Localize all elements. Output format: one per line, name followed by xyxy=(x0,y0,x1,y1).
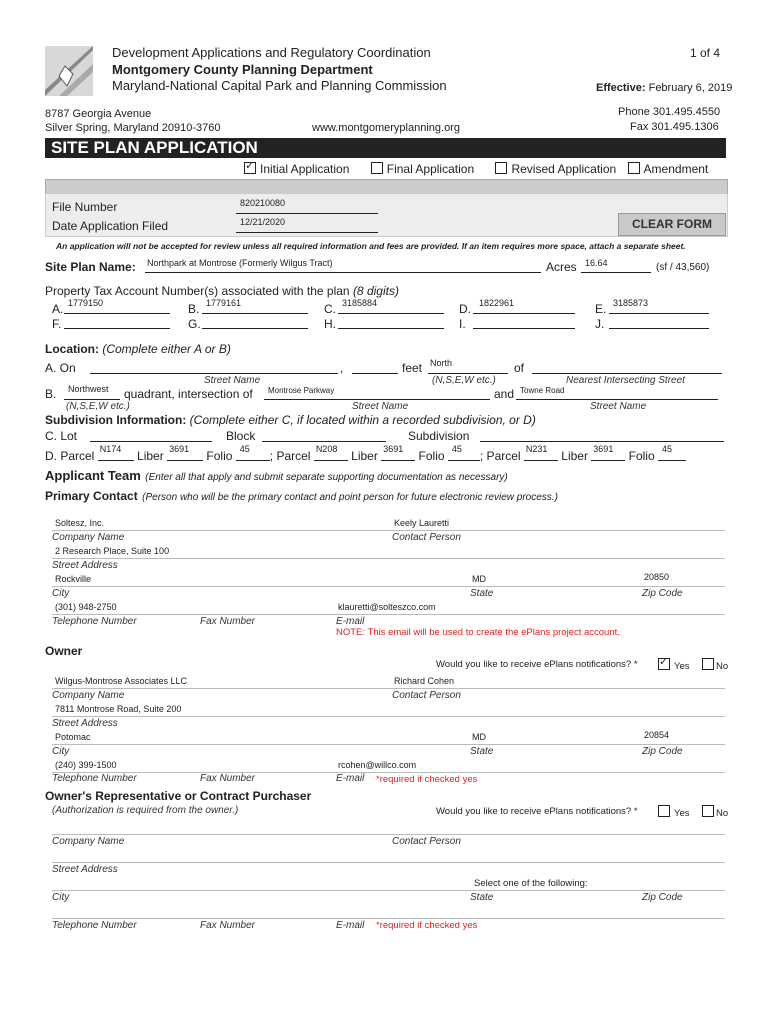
tax-d-field[interactable]: 1822961 xyxy=(473,298,575,314)
website: www.montgomeryplanning.org xyxy=(312,122,460,134)
org-commission: Maryland-National Capital Park and Planning Commission xyxy=(112,78,447,93)
primary-email-value[interactable]: klauretti@solteszco.com xyxy=(338,602,436,612)
block-label: Block xyxy=(226,429,256,443)
file-number-field[interactable]: 820210080 xyxy=(236,197,378,214)
street-address-label: Street Address xyxy=(52,718,118,729)
tax-d-label: D. xyxy=(459,302,471,316)
form-title: SITE PLAN APPLICATION xyxy=(51,138,258,157)
phone: Phone 301.495.4550 xyxy=(618,106,721,118)
application-type-row xyxy=(244,162,708,176)
primary-contact-value[interactable]: Keely Lauretti xyxy=(394,518,450,528)
location-heading: Location: (Complete either A or B) xyxy=(45,342,231,356)
org-department: Montgomery County Planning Department xyxy=(112,62,373,77)
acres-sf-note: (sf / 43,560) xyxy=(656,262,710,273)
zip-code-label: Zip Code xyxy=(642,588,683,599)
street-name-label-2: Street Name xyxy=(352,401,409,412)
city-label: City xyxy=(52,892,70,903)
city-label: City xyxy=(52,746,70,757)
separator xyxy=(52,834,725,835)
state-label: State xyxy=(470,892,494,903)
owner-street-value[interactable]: 7811 Montrose Road, Suite 200 xyxy=(55,704,182,714)
primary-company-value[interactable]: Soltesz, Inc. xyxy=(55,518,105,528)
separator xyxy=(52,890,725,891)
intersection-street-1-field[interactable]: Montrose Parkway xyxy=(264,384,490,400)
owner-required-note: *required if checked yes xyxy=(376,774,478,785)
block-field[interactable] xyxy=(262,428,386,442)
zip-code-label: Zip Code xyxy=(642,746,683,757)
location-of-label: of xyxy=(514,361,525,375)
separator xyxy=(52,862,725,863)
rep-required-note: *required if checked yes xyxy=(376,920,478,931)
quadrant-text: quadrant, intersection of xyxy=(124,387,253,401)
street-name-label-3: Street Name xyxy=(590,401,647,412)
tax-c-field[interactable]: 3185884 xyxy=(338,298,444,314)
primary-city-value[interactable]: Rockville xyxy=(55,574,92,584)
date-filed-field[interactable]: 12/21/2020 xyxy=(236,216,378,233)
title-bar xyxy=(45,138,726,158)
folio-2-field[interactable]: 45 xyxy=(448,448,480,461)
checkbox-checked-icon xyxy=(658,658,670,670)
tax-h-label: H. xyxy=(324,317,336,331)
tax-f-label: F. xyxy=(52,317,62,331)
revised-application-checkbox[interactable]: Revised Application xyxy=(495,162,616,176)
checkbox-icon xyxy=(628,162,640,174)
subdivision-field[interactable] xyxy=(480,428,724,442)
separator xyxy=(52,530,725,531)
checkbox-icon xyxy=(371,162,383,174)
telephone-label: Telephone Number xyxy=(52,773,137,784)
tax-f-field[interactable] xyxy=(64,316,170,329)
liber-1-field[interactable]: 3691 xyxy=(167,448,203,461)
fax-label: Fax Number xyxy=(200,773,256,784)
address-line-2: Silver Spring, Maryland 20910-3760 xyxy=(45,122,221,134)
site-plan-name-label: Site Plan Name: xyxy=(45,260,136,274)
primary-state-value[interactable]: MD xyxy=(472,574,486,584)
location-b-label: B. xyxy=(45,387,57,401)
owner-eplans-no-checkbox[interactable]: No xyxy=(702,658,728,672)
separator xyxy=(52,614,725,615)
primary-contact-heading: Primary Contact (Person who will be the primary contact and point person for future electronic review process.) xyxy=(45,489,558,503)
folio-3-field[interactable]: 45 xyxy=(658,448,686,461)
telephone-label: Telephone Number xyxy=(52,616,137,627)
tax-i-label: I. xyxy=(459,317,466,331)
separator xyxy=(52,772,725,773)
email-label: E-mail xyxy=(336,616,365,627)
tax-j-label: J. xyxy=(595,317,605,331)
tax-g-field[interactable] xyxy=(202,316,308,329)
checkbox-icon xyxy=(702,658,714,670)
rep-eplans-question: Would you like to receive ePlans notifications? * xyxy=(436,806,638,817)
company-name-label: Company Name xyxy=(52,690,125,701)
primary-phone-value[interactable]: (301) 948-2750 xyxy=(55,602,117,612)
effective-date: Effective: February 6, 2019 xyxy=(596,82,733,94)
file-box-header xyxy=(45,179,728,195)
street-address-label: Street Address xyxy=(52,560,118,571)
folio-1-field[interactable]: 45 xyxy=(236,448,270,461)
address-line-1: 8787 Georgia Avenue xyxy=(45,108,152,120)
location-street-field[interactable] xyxy=(90,360,338,374)
and-label: and xyxy=(494,387,515,401)
checkbox-icon xyxy=(702,805,714,817)
page-number: 1 of 4 xyxy=(690,46,721,60)
intersection-street-2-field[interactable]: Towne Road xyxy=(516,384,718,400)
tax-g-label: G. xyxy=(188,317,201,331)
owner-eplans-yes-checkbox[interactable]: ✓ Yes xyxy=(658,658,690,672)
state-label: State xyxy=(470,746,494,757)
quadrant-field[interactable]: Northwest xyxy=(64,384,120,400)
lot-field[interactable] xyxy=(90,428,212,442)
checkbox-icon xyxy=(658,805,670,817)
site-plan-name-field[interactable]: Northpark at Montrose (Formerly Wilgus Tract) xyxy=(145,257,541,273)
acres-field[interactable]: 16.64 xyxy=(581,257,651,273)
rep-eplans-yes-checkbox[interactable]: Yes xyxy=(658,805,690,819)
telephone-label: Telephone Number xyxy=(52,920,137,931)
notice: An application will not be accepted for review unless all required information and fees are provided. If an item requires more space, attach a separate sheet. xyxy=(56,241,686,251)
rep-eplans-no-checkbox[interactable]: No xyxy=(702,805,728,819)
amendment-checkbox[interactable]: Amendment xyxy=(628,162,709,176)
liber-2-field[interactable]: 3691 xyxy=(381,448,415,461)
file-number-label: File Number xyxy=(52,200,118,214)
fax-label: Fax Number xyxy=(200,616,256,627)
initial-application-checkbox[interactable]: ✓Initial Application xyxy=(244,162,349,176)
fax: Fax 301.495.1306 xyxy=(630,121,719,133)
email-label: E-mail xyxy=(336,773,365,784)
clear-form-button[interactable]: CLEAR FORM xyxy=(618,213,726,236)
rep-company-field[interactable] xyxy=(52,822,372,834)
separator xyxy=(52,744,725,745)
location-a-on: A. On xyxy=(45,361,76,375)
location-feet-label: feet xyxy=(402,361,423,375)
tax-b-label: B. xyxy=(188,302,200,316)
applicant-team-heading: Applicant Team (Enter all that apply and submit separate supporting documentation as necessary) xyxy=(45,468,508,483)
company-name-label: Company Name xyxy=(52,836,125,847)
contact-person-label: Contact Person xyxy=(392,532,461,543)
direction-label: (N,S,E,W etc.) xyxy=(432,375,496,386)
separator xyxy=(52,688,725,689)
primary-street-value[interactable]: 2 Research Place, Suite 100 xyxy=(55,546,170,556)
subdivision-label: Subdivision xyxy=(408,429,470,443)
tax-h-field[interactable] xyxy=(338,316,444,329)
owner-company-value[interactable]: Wilgus-Montrose Associates LLC xyxy=(55,676,188,686)
location-comma: , xyxy=(340,361,344,375)
checkbox-icon xyxy=(495,162,507,174)
nearest-street-label: Nearest Intersecting Street xyxy=(566,375,685,386)
mncppc-logo xyxy=(45,46,93,96)
street-address-label: Street Address xyxy=(52,864,118,875)
liber-3-field[interactable]: 3691 xyxy=(591,448,625,461)
company-name-label: Company Name xyxy=(52,532,125,543)
org-division: Development Applications and Regulatory Coordination xyxy=(112,45,431,60)
rep-select-one: Select one of the following: xyxy=(474,878,588,889)
owner-state-value[interactable]: MD xyxy=(472,732,486,742)
owner-phone-value[interactable]: (240) 399-1500 xyxy=(55,760,117,770)
owner-eplans-question: Would you like to receive ePlans notifications? * xyxy=(436,659,638,670)
tax-a-label: A. xyxy=(52,302,64,316)
eplans-account-note: NOTE: This email will be used to create the ePlans project account. xyxy=(336,627,620,638)
tax-a-field[interactable]: 1779150 xyxy=(64,298,170,314)
location-nearest-street-field[interactable] xyxy=(532,360,722,374)
zip-code-label: Zip Code xyxy=(642,892,683,903)
direction-label-2: (N,S,E,W etc.) xyxy=(66,401,130,412)
parcel-3-field[interactable]: N231 xyxy=(524,448,558,461)
primary-zip-value[interactable]: 20850 xyxy=(644,572,670,582)
tax-j-field[interactable] xyxy=(609,316,709,329)
acres-label: Acres xyxy=(546,260,577,274)
separator xyxy=(52,586,725,587)
date-filed-label: Date Application Filed xyxy=(52,219,169,233)
tax-account-heading: Property Tax Account Number(s) associated with the plan (8 digits) xyxy=(45,284,399,298)
tax-e-field[interactable]: 3185873 xyxy=(609,298,709,314)
owner-contact-value[interactable]: Richard Cohen xyxy=(394,676,455,686)
contact-person-label: Contact Person xyxy=(392,836,461,847)
separator xyxy=(52,918,725,919)
street-name-label: Street Name xyxy=(204,375,261,386)
owner-city-value[interactable]: Potomac xyxy=(55,732,91,742)
checkbox-checked-icon xyxy=(244,162,256,174)
owner-heading: Owner xyxy=(45,644,83,658)
parcel-2-field[interactable]: N208 xyxy=(314,448,348,461)
owner-zip-value[interactable]: 20854 xyxy=(644,730,670,740)
tax-b-field[interactable]: 1779161 xyxy=(202,298,308,314)
city-label: City xyxy=(52,588,70,599)
email-label: E-mail xyxy=(336,920,365,931)
final-application-checkbox[interactable]: Final Application xyxy=(371,162,474,176)
owner-rep-heading: Owner's Representative or Contract Purchaser xyxy=(45,789,312,803)
tax-i-field[interactable] xyxy=(473,316,575,329)
separator xyxy=(52,716,725,717)
tax-e-label: E. xyxy=(595,302,607,316)
separator xyxy=(52,558,725,559)
parcel-row: D. Parcel N174 Liber 3691 Folio 45 ; Parcel N208 Liber 3691 Folio 45 ; Parcel N231 Liber 3691 Folio 45 xyxy=(45,448,686,463)
owner-email-value[interactable]: rcohen@willco.com xyxy=(338,760,417,770)
parcel-1-field[interactable]: N174 xyxy=(98,448,134,461)
contact-person-label: Contact Person xyxy=(392,690,461,701)
lot-label: C. Lot xyxy=(45,429,78,443)
location-feet-field[interactable] xyxy=(352,360,398,374)
fax-label: Fax Number xyxy=(200,920,256,931)
location-direction-field[interactable]: North xyxy=(428,358,508,374)
subdivision-heading: Subdivision Information: (Complete either C, if located within a recorded subdivision, or D) xyxy=(45,413,536,427)
owner-rep-note: (Authorization is required from the owner.) xyxy=(52,805,239,816)
tax-c-label: C. xyxy=(324,302,336,316)
state-label: State xyxy=(470,588,494,599)
